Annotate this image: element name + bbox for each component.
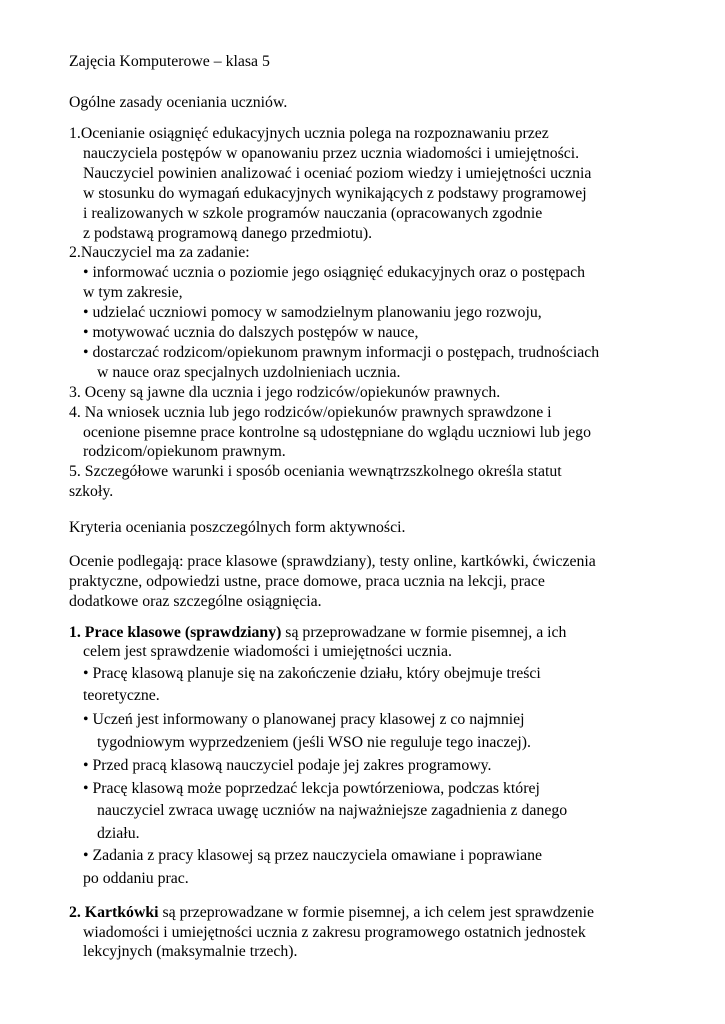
list-item: • Pracę klasową może poprzedzać lekcja powtórzeniowa, podczas której bbox=[83, 780, 540, 797]
paragraph-line: celem jest sprawdzenie wiadomości i umiejętności ucznia. bbox=[83, 643, 452, 660]
paragraph-line: w nauce oraz specjalnych uzdolnieniach ucznia. bbox=[97, 364, 401, 381]
paragraph-line: lekcyjnych (maksymalnie trzech). bbox=[83, 943, 298, 960]
paragraph-line bbox=[69, 903, 594, 923]
paragraph-line: w stosunku do wymagań edukacyjnych wynikających z podstawy programowej bbox=[83, 185, 587, 202]
paragraph-line: teoretyczne. bbox=[83, 687, 160, 704]
paragraph-line: działu. bbox=[97, 825, 140, 842]
paragraph-line: nauczyciela postępów w opanowaniu przez ucznia wiadomości i umiejętności. bbox=[83, 145, 580, 162]
list-item: • Zadania z pracy klasowej są przez nauczyciela omawiane i poprawiane bbox=[83, 847, 543, 864]
paragraph-line: nauczyciel zwraca uwagę uczniów na najważniejsze zagadnienia z danego bbox=[97, 802, 568, 819]
paragraph-line: dodatkowe oraz szczególne osiągnięcia. bbox=[69, 593, 322, 610]
list-item: • motywować ucznia do dalszych postępów w nauce, bbox=[83, 324, 419, 341]
paragraph-line: rodzicom/opiekunom prawnym. bbox=[83, 443, 286, 460]
list-item: • Przed pracą klasową nauczyciel podaje jej zakres programowy. bbox=[83, 757, 492, 774]
bold-heading: 1. Prace klasowe (sprawdziany) bbox=[69, 624, 282, 641]
document-title: Zajęcia Komputerowe – klasa 5 bbox=[69, 53, 270, 70]
paragraph-text: są przeprowadzane w formie pisemnej, a ich bbox=[281, 624, 567, 641]
paragraph-line: tygodniowym wyprzedzeniem (jeśli WSO nie reguluje tego inaczej). bbox=[97, 734, 531, 751]
list-item: • informować ucznia o poziomie jego osiągnięć edukacyjnych oraz o postępach bbox=[83, 264, 586, 281]
paragraph-line: Ocenie podlegają: prace klasowe (sprawdziany), testy online, kartkówki, ćwiczenia bbox=[69, 553, 596, 570]
paragraph-text: są przeprowadzane w formie pisemnej, a ich celem jest sprawdzenie bbox=[158, 904, 595, 921]
list-item: • Pracę klasową planuje się na zakończenie działu, który obejmuje treści bbox=[83, 665, 541, 682]
list-item: • udzielać uczniowi pomocy w samodzielnym planowaniu jego rozwoju, bbox=[83, 304, 542, 321]
paragraph-line: 1.Ocenianie osiągnięć edukacyjnych ucznia polega na rozpoznawaniu przez bbox=[69, 125, 549, 142]
paragraph-line: 2.Nauczyciel ma za zadanie: bbox=[69, 244, 250, 261]
paragraph-line: praktyczne, odpowiedzi ustne, prace domowe, praca ucznia na lekcji, prace bbox=[69, 573, 545, 590]
paragraph-line: ocenione pisemne prace kontrolne są udostępniane do wglądu uczniowi lub jego bbox=[83, 424, 591, 441]
paragraph-line: i realizowanych w szkole programów nauczania (opracowanych zgodnie bbox=[83, 205, 543, 222]
bold-heading: 2. Kartkówki bbox=[69, 904, 159, 921]
list-item: • Uczeń jest informowany o planowanej pracy klasowej z co najmniej bbox=[83, 711, 525, 728]
paragraph-line bbox=[69, 623, 566, 643]
paragraph-line: Nauczyciel powinien analizować i oceniać poziom wiedzy i umiejętności ucznia bbox=[83, 165, 592, 182]
paragraph-line: 4. Na wniosek ucznia lub jego rodziców/opiekunów prawnych sprawdzone i bbox=[69, 404, 552, 421]
paragraph-line: 3. Oceny są jawne dla ucznia i jego rodziców/opiekunów prawnych. bbox=[69, 384, 501, 401]
paragraph-line: 5. Szczegółowe warunki i sposób oceniania wewnątrzszkolnego określa statut bbox=[69, 463, 562, 480]
paragraph-line: szkoły. bbox=[69, 483, 114, 500]
section-heading: Kryteria oceniania poszczególnych form aktywności. bbox=[69, 519, 406, 536]
paragraph-line: w tym zakresie, bbox=[83, 284, 183, 301]
paragraph-line: z podstawą programową danego przedmiotu). bbox=[83, 225, 373, 242]
paragraph-line: po oddaniu prac. bbox=[83, 870, 189, 887]
paragraph-line: wiadomości i umiejętności ucznia z zakresu programowego ostatnich jednostek bbox=[83, 924, 586, 941]
list-item: • dostarczać rodzicom/opiekunom prawnym informacji o postępach, trudnościach bbox=[83, 344, 600, 361]
section-heading: Ogólne zasady oceniania uczniów. bbox=[69, 94, 288, 111]
